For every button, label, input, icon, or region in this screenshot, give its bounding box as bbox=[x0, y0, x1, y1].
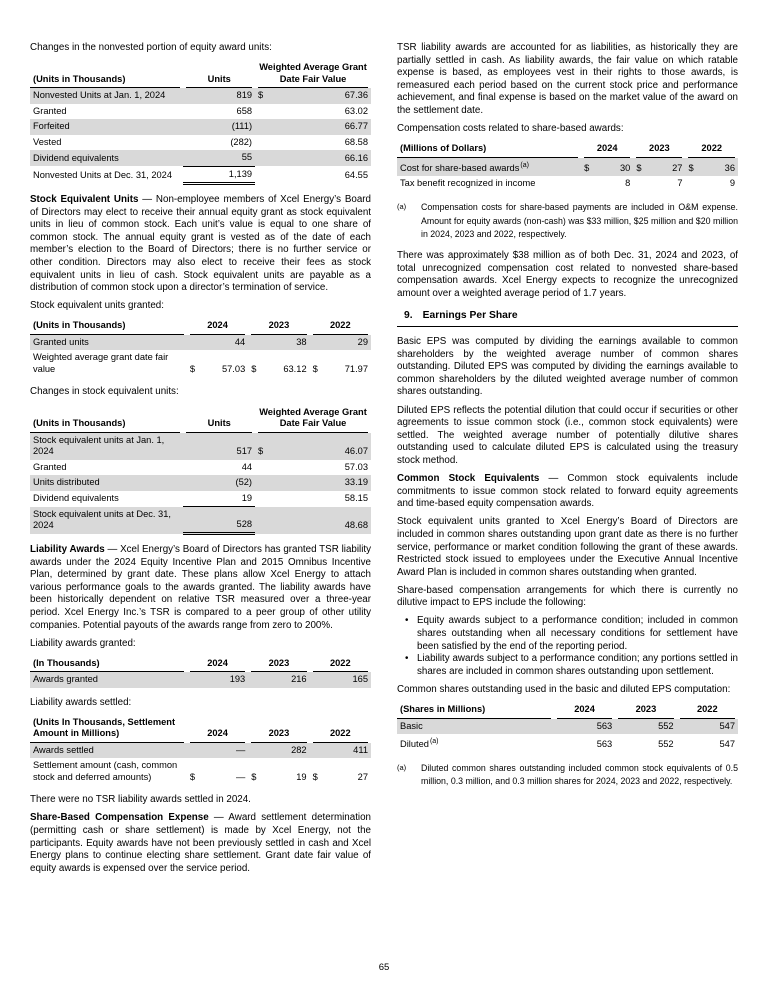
dollar-sign: $ bbox=[251, 771, 257, 782]
paragraph-stock-equivalent-units bbox=[30, 194, 371, 295]
footnote-marker: (a) bbox=[397, 201, 407, 211]
paragraph-no-tsr-settled: There were no TSR liability awards settled in 2024. bbox=[30, 794, 251, 806]
cell-amount: 27 bbox=[672, 162, 683, 173]
table-header-row bbox=[30, 656, 371, 673]
table-row bbox=[30, 104, 371, 120]
cell-value: 9 bbox=[729, 178, 735, 189]
cell-amount: — bbox=[235, 771, 246, 782]
table-row bbox=[30, 433, 371, 460]
column-header-year: 2024 bbox=[187, 715, 248, 743]
liability-awards-settled-table bbox=[30, 715, 371, 786]
footnote-text: Compensation costs for share-based payments are included in O&M expense. Amount for equity awards (non-cash) was $33 million, $25 million and $20 million in 2024, 2023 and 2022, respectively. bbox=[421, 201, 738, 240]
dollar-sign: $ bbox=[251, 363, 257, 374]
cell-units: (52) bbox=[183, 475, 255, 491]
paragraph-text: — Xcel Energy’s Board of Directors has granted TSR liability awards under the 2024 Equity Incentive Plan and 2015 Omnibus Incentive Plan, determined by grant date. These plans allow Xcel Energy to attach various performance goals to the awards granted. The liability awards have been historically dependent on relative TSR measured over a three-year period. Xcel Energy Inc.’s TSR is compared to a peer group of other utility companies. Potential payouts of the awards range from zero to 200%. bbox=[30, 544, 371, 631]
row-label: Forfeited bbox=[30, 119, 183, 135]
caption-eps-computation: Common shares outstanding used in the basic and diluted EPS computation: bbox=[397, 683, 731, 695]
bullet-list bbox=[397, 615, 738, 678]
paragraph-diluted-eps: Diluted EPS reflects the potential dilution that could occur if securities or other agreements to issue common stock (i.e., common stock equivalents) were settled. The weighted average number of potentially dilutive shares outstanding used to calculate diluted EPS is calculated using the treasury stock method. bbox=[397, 404, 738, 466]
cell-value: 411 bbox=[310, 743, 371, 759]
column-header-year: 2023 bbox=[248, 656, 309, 673]
column-header-year: 2024 bbox=[187, 318, 248, 335]
cell-value: 552 bbox=[615, 719, 676, 735]
right-column bbox=[397, 42, 738, 797]
footnote-marker: (a) bbox=[397, 762, 407, 772]
cell-value: 44 bbox=[187, 335, 248, 351]
cell-amount: 19 bbox=[296, 771, 307, 782]
row-label: Dividend equivalents bbox=[30, 150, 183, 166]
bold-lead: Stock Equivalent Units bbox=[30, 194, 139, 206]
row-label: Basic bbox=[397, 719, 554, 735]
table-row bbox=[30, 672, 371, 688]
cell-fair-value: 33.19 bbox=[255, 475, 371, 491]
cell-value bbox=[633, 158, 685, 177]
page-number: 65 bbox=[378, 962, 390, 974]
table-row bbox=[30, 475, 371, 491]
bullet-icon: • bbox=[405, 615, 409, 627]
paragraph-seu-board: Stock equivalent units granted to Xcel Energy’s Board of Directors are included in common shares outstanding upon grant date as there is no further service, performance or market condition following the grant of these awards. Restricted stock issued to employees under the Executive Annual Incentive Award Plan is included in common shares outstanding when granted. bbox=[397, 516, 738, 578]
dollar-sign: $ bbox=[584, 162, 590, 173]
paragraph-share-based-comp-expense bbox=[30, 812, 371, 875]
table-row bbox=[30, 335, 371, 351]
table-header-row bbox=[30, 318, 371, 335]
caption-seu-granted: Stock equivalent units granted: bbox=[30, 300, 164, 312]
cell-fair-value: 64.55 bbox=[344, 170, 368, 181]
list-item bbox=[397, 615, 738, 653]
table-row bbox=[30, 88, 371, 104]
row-label: Dividend equivalents bbox=[33, 493, 119, 504]
column-header-year: 2023 bbox=[633, 141, 685, 158]
column-header-units-label: (Units in Thousands) bbox=[30, 318, 187, 335]
footnote-marker: (a) bbox=[429, 738, 439, 746]
paragraph-basic-eps: Basic EPS was computed by dividing the earnings available to common shareholders by the weighted average number of common shares outstanding. Diluted EPS was computed by dividing the earnings available to common shareholders by the diluted weighted average number of common shares outstanding. bbox=[397, 336, 738, 398]
table-row bbox=[397, 176, 738, 192]
cell-value: 547 bbox=[719, 739, 735, 750]
cell-value: 165 bbox=[310, 672, 371, 688]
paragraph-no-dilutive-impact: Share-based compensation arrangements for which there is currently no dilutive impact to EPS include the following: bbox=[397, 584, 738, 609]
table-row bbox=[30, 758, 371, 785]
row-label: Granted units bbox=[30, 335, 187, 351]
column-header-year: 2023 bbox=[248, 318, 309, 335]
column-header-units-label: (In Thousands) bbox=[30, 656, 187, 673]
bold-lead: Liability Awards bbox=[30, 544, 105, 556]
cell-units: (111) bbox=[183, 119, 255, 135]
cell-value bbox=[581, 158, 633, 177]
footnote-marker: (a) bbox=[520, 161, 529, 169]
row-label: Nonvested Units at Dec. 31, 2024 bbox=[33, 170, 173, 181]
cell-amount: 30 bbox=[619, 162, 631, 173]
paragraph-tsr-liability: TSR liability awards are accounted for as liabilities, as historically they are partially settled in cash. As liability awards, the fair value on which ratable expense is based, as employees vest in their rights to those awards, is remeasured each period based on the current stock price and performance achievement, and final expense is based on the market value of the award on the settlement date. bbox=[397, 42, 738, 116]
page-footer bbox=[0, 962, 768, 975]
cell-value: 547 bbox=[677, 719, 738, 735]
section-number: 9. bbox=[404, 309, 413, 321]
column-header-year: 2023 bbox=[248, 715, 309, 743]
column-header-year: 2022 bbox=[310, 656, 371, 673]
list-item-text: Liability awards subject to a performance condition; any portions settled in shares are included in common shares outstanding upon settlement. bbox=[417, 653, 738, 677]
cell-units: 658 bbox=[236, 105, 253, 116]
row-label: Units distributed bbox=[30, 475, 183, 491]
cell-value: 38 bbox=[248, 335, 309, 351]
cell-value: 7 bbox=[677, 178, 683, 189]
column-header-wavg: Weighted Average Grant Date Fair Value bbox=[255, 405, 371, 433]
cell-value bbox=[310, 758, 371, 785]
column-header-year: 2024 bbox=[581, 141, 633, 158]
liability-awards-granted-table bbox=[30, 656, 371, 688]
cell-value: 46.07 bbox=[344, 446, 368, 457]
bullet-icon: • bbox=[405, 653, 409, 665]
row-label: Tax benefit recognized in income bbox=[400, 178, 536, 189]
row-label: Granted bbox=[33, 461, 67, 472]
table-header-row bbox=[30, 405, 371, 433]
cell-fair-value: 57.03 bbox=[344, 461, 368, 472]
section-heading-earnings-per-share bbox=[397, 308, 738, 328]
two-column-layout bbox=[30, 42, 738, 881]
column-header-year: 2024 bbox=[554, 702, 615, 719]
paragraph-text: — Non-employee members of Xcel Energy’s Board of Directors may elect to receive their annual equity grant as stock equivalent units in lieu of common stock. Each unit’s value is equal to one share of common stock. The annual equity grant is vested as of the date of each member’s election to the Board of Directors; there is no further service or other condition. Directors may also elect to receive their fees as stock equivalent units in lieu of cash. Stock equivalent units are payable as a distribution of common stock upon a director’s termination of service. bbox=[30, 194, 372, 294]
paragraph-text: — Common stock equivalents include commitments to issue common stock related to forward equity agreements and time-based equity compensation awards. bbox=[397, 473, 739, 510]
bold-lead: Share-Based Compensation Expense bbox=[30, 812, 209, 824]
dollar-sign: $ bbox=[258, 446, 264, 457]
paragraph-text: — Award settlement determination (permitting cash or share settlement) is made by Xcel Energy, not the participants. Equity awards have not been previously settled in cash and Xcel Energy plans to continue electing share settlement. Grant date fair value of equity awards is expensed over the service period. bbox=[30, 812, 371, 874]
row-label bbox=[397, 158, 581, 177]
row-label bbox=[397, 734, 554, 753]
row-label: Weighted average grant date fair value bbox=[33, 352, 169, 374]
stock-equivalent-units-changes-table bbox=[30, 405, 371, 536]
cell-value: — bbox=[187, 743, 248, 759]
stock-equivalent-units-granted-table bbox=[30, 318, 371, 377]
bold-lead: Common Stock Equivalents bbox=[397, 473, 540, 485]
cell-units-total: 528 bbox=[183, 507, 255, 534]
cell-value bbox=[248, 758, 309, 785]
column-header-units: Units bbox=[183, 405, 255, 433]
cell-units-total: 1,139 bbox=[183, 166, 255, 184]
column-header-wavg: Weighted Average Grant Date Fair Value bbox=[255, 60, 371, 88]
table-row bbox=[30, 491, 371, 507]
cell-value bbox=[187, 350, 248, 377]
cell-units: 55 bbox=[183, 150, 255, 166]
dollar-sign: $ bbox=[189, 363, 196, 374]
table-header-row bbox=[397, 141, 738, 158]
table-row bbox=[397, 734, 738, 753]
paragraph-common-stock-equivalents bbox=[397, 473, 738, 511]
cell-units: 19 bbox=[241, 492, 253, 503]
cell-value: 8 bbox=[625, 178, 631, 189]
cell-value bbox=[248, 350, 309, 377]
dollar-sign: $ bbox=[312, 771, 318, 782]
paragraph-liability-awards bbox=[30, 544, 371, 632]
dollar-sign: $ bbox=[688, 162, 694, 173]
cell-value: 552 bbox=[658, 739, 674, 750]
cell-value: 67.36 bbox=[344, 90, 368, 101]
cell-value: 29 bbox=[310, 335, 371, 351]
table-total-row bbox=[30, 507, 371, 534]
row-label-text: Cost for share-based awards bbox=[400, 162, 520, 173]
row-label-text: Diluted bbox=[400, 739, 429, 750]
dollar-sign: $ bbox=[312, 363, 318, 374]
column-header-year: 2022 bbox=[685, 141, 738, 158]
cell-value bbox=[685, 158, 738, 177]
column-header-units-label: (Units in Thousands) bbox=[30, 60, 183, 88]
footnote-diluted-shares bbox=[397, 762, 738, 790]
column-header-units-label: (Millions of Dollars) bbox=[397, 141, 581, 158]
table-row bbox=[30, 150, 371, 166]
cell-amount: 57.03 bbox=[221, 363, 246, 374]
dollar-sign: $ bbox=[636, 162, 642, 173]
cell-fair-value: 68.58 bbox=[344, 136, 368, 147]
row-label: Stock equivalent units at Dec. 31, 2024 bbox=[30, 507, 183, 534]
cell-value bbox=[310, 350, 371, 377]
cell-units: (282) bbox=[230, 136, 253, 147]
section-title: Earnings Per Share bbox=[422, 309, 518, 321]
cell-amount: 63.12 bbox=[283, 363, 307, 374]
cell-amount: 71.97 bbox=[344, 363, 368, 374]
table-total-row bbox=[30, 166, 371, 184]
eps-shares-table bbox=[397, 702, 738, 753]
row-label: Vested bbox=[33, 136, 62, 147]
caption-liability-settled: Liability awards settled: bbox=[30, 696, 132, 708]
footnote-compensation-costs bbox=[397, 201, 738, 242]
column-header-year: 2022 bbox=[310, 715, 371, 743]
column-header-units-label: (Units In Thousands, Settlement Amount in Millions) bbox=[30, 715, 187, 743]
column-header-year: 2023 bbox=[615, 702, 676, 719]
row-label: Nonvested Units at Jan. 1, 2024 bbox=[30, 88, 183, 104]
footnote-text: Diluted common shares outstanding included common stock equivalents of 0.5 million, 0.3 million, and 0.3 million shares for 2024, 2023 and 2022, respectively. bbox=[421, 762, 738, 787]
paragraph-unrecognized-cost: There was approximately $38 million as of both Dec. 31, 2024 and 2023, of total unrecognized compensation cost related to nonvested share-based compensation awards. Xcel Energy expects to recognize the unrecognized amount over a weighted average period of 1.7 years. bbox=[397, 250, 738, 299]
cell-fair-value: 58.15 bbox=[344, 493, 368, 504]
cell-fair-value bbox=[255, 433, 371, 460]
table-row bbox=[30, 350, 371, 377]
cell-value bbox=[187, 758, 248, 785]
caption-compensation-costs: Compensation costs related to share-based awards: bbox=[397, 123, 624, 135]
column-header-year: 2024 bbox=[187, 656, 248, 673]
row-label: Granted bbox=[33, 105, 67, 116]
table-row bbox=[397, 158, 738, 177]
cell-amount: 36 bbox=[724, 162, 735, 173]
table-row bbox=[30, 119, 371, 135]
cell-value: 563 bbox=[596, 739, 613, 750]
table-row bbox=[30, 460, 371, 476]
row-label: Awards settled bbox=[30, 743, 187, 759]
cell-value: 193 bbox=[187, 672, 248, 688]
table-header-row bbox=[30, 60, 371, 88]
cell-units: 517 bbox=[183, 433, 255, 460]
compensation-costs-table bbox=[397, 141, 738, 192]
cell-units: 819 bbox=[183, 88, 255, 104]
row-label: Settlement amount (cash, common stock and deferred amounts) bbox=[33, 760, 178, 782]
caption-liability-granted: Liability awards granted: bbox=[30, 637, 136, 649]
dollar-sign: $ bbox=[258, 90, 264, 101]
table-row bbox=[397, 719, 738, 735]
cell-amount: 27 bbox=[357, 771, 368, 782]
caption-nonvested-units: Changes in the nonvested portion of equity award units: bbox=[30, 42, 272, 53]
column-header-year: 2022 bbox=[677, 702, 738, 719]
caption-seu-changes: Changes in stock equivalent units: bbox=[30, 386, 179, 398]
cell-value: 563 bbox=[554, 719, 615, 735]
table-row bbox=[30, 135, 371, 151]
nonvested-units-table bbox=[30, 60, 371, 185]
table-header-row bbox=[397, 702, 738, 719]
cell-fair-value: 66.16 bbox=[255, 150, 371, 166]
column-header-units-label: (Units in Thousands) bbox=[30, 405, 183, 433]
column-header-year: 2022 bbox=[310, 318, 371, 335]
row-label: Awards granted bbox=[30, 672, 187, 688]
table-header-row bbox=[30, 715, 371, 743]
row-label: Stock equivalent units at Jan. 1, 2024 bbox=[30, 433, 183, 460]
left-column bbox=[30, 42, 371, 881]
table-row bbox=[30, 743, 371, 759]
cell-value: 216 bbox=[248, 672, 309, 688]
dollar-sign: $ bbox=[189, 771, 196, 782]
cell-fair-value: 48.68 bbox=[255, 507, 371, 534]
cell-units: 44 bbox=[241, 461, 253, 472]
cell-fair-value: 63.02 bbox=[344, 105, 368, 116]
cell-fair-value bbox=[255, 88, 371, 104]
cell-fair-value: 66.77 bbox=[255, 119, 371, 135]
cell-value: 282 bbox=[248, 743, 309, 759]
list-item-text: Equity awards subject to a performance condition; included in common shares outstanding when all necessary conditions for settlement have been satisfied by the end of the reporting period. bbox=[417, 615, 738, 652]
list-item bbox=[397, 653, 738, 678]
column-header-units-label: (Shares in Millions) bbox=[397, 702, 554, 719]
column-header-units: Units bbox=[183, 60, 255, 88]
